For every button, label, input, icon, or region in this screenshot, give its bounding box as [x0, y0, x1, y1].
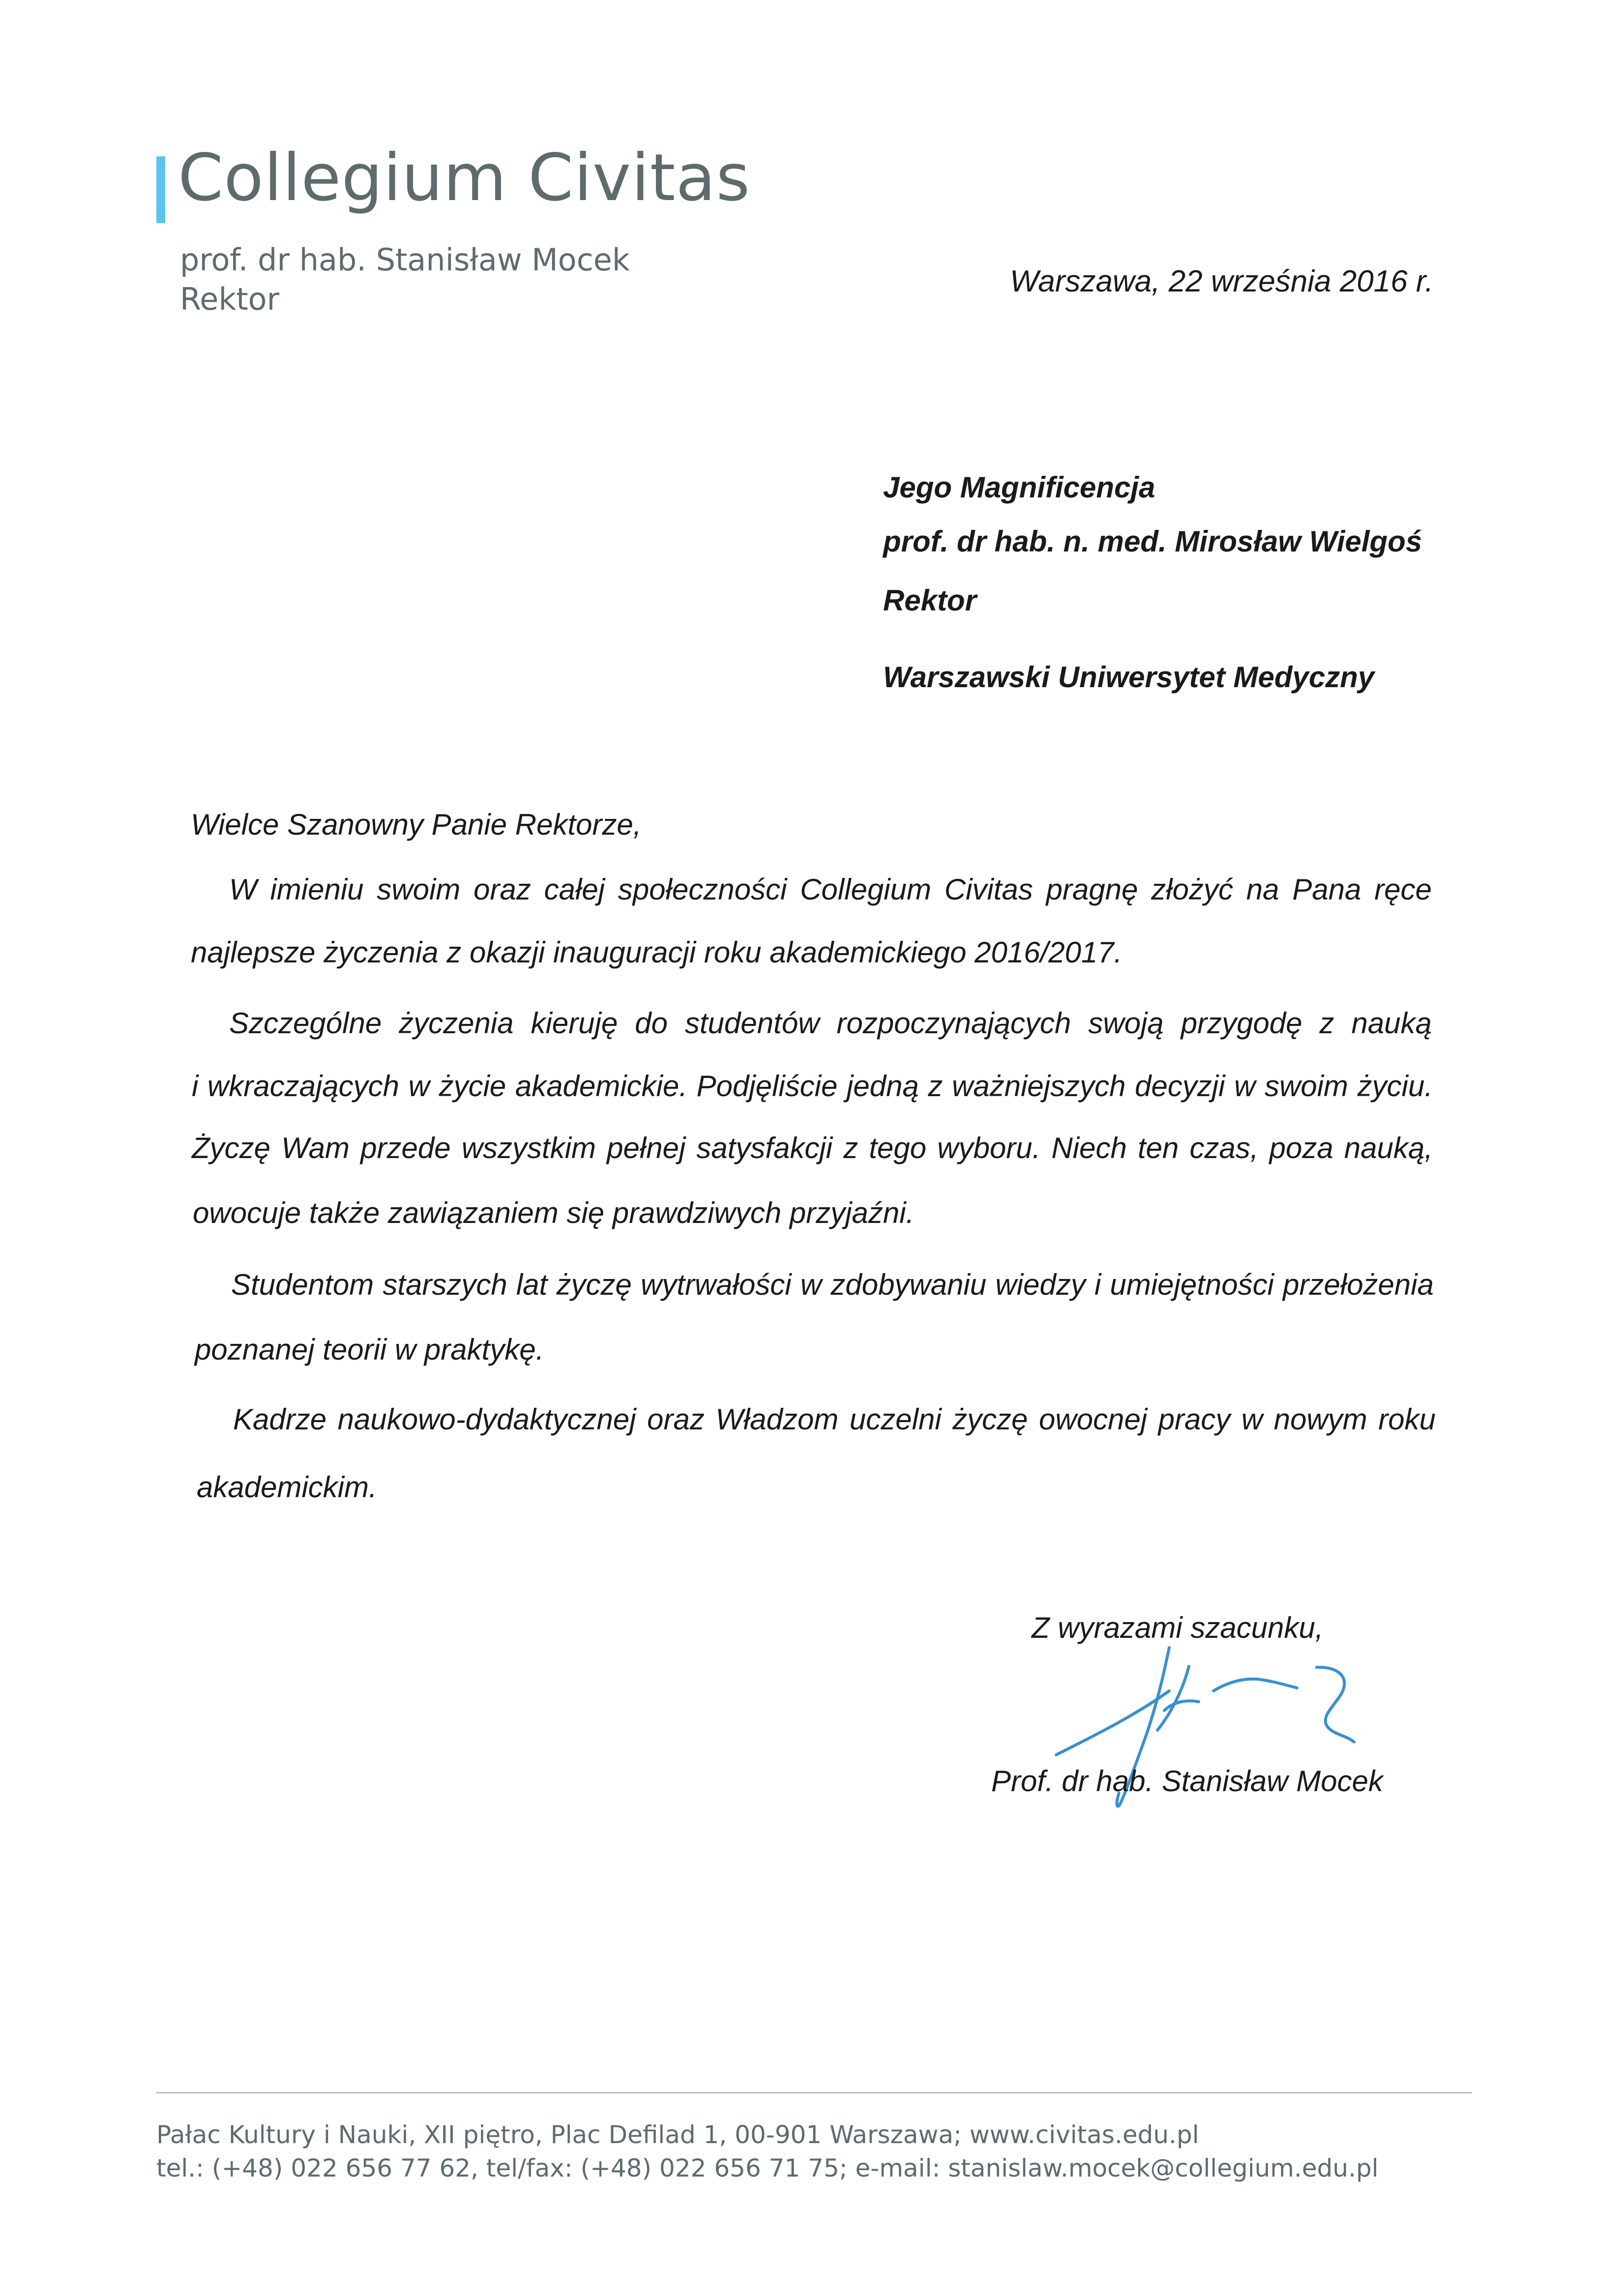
body-paragraph-3-line-1: Studentom starszych lat życzę wytrwałości w zdobywaniu wiedzy i umiejętności przełożenia — [231, 1268, 1434, 1301]
body-paragraph-2-line-2: i wkraczających w życie akademickie. Podjęliście jedną z ważniejszych decyzji w swoim życiu. — [192, 1070, 1433, 1103]
body-paragraph-2-line-1: Szczególne życzenia kieruję do studentów rozpoczynających swoją przygodę z nauką — [229, 1007, 1432, 1040]
body-paragraph-1-line-2: najlepsze życzenia z okazji inauguracji roku akademickiego 2016/2017. — [191, 936, 1122, 969]
recipient-name: prof. dr hab. n. med. Mirosław Wielgoś — [883, 525, 1422, 558]
body-paragraph-2-line-3: Życzę Wam przede wszystkim pełnej satysfakcji z tego wyboru. Niech ten czas, poza nauką, — [192, 1132, 1433, 1164]
closing-phrase: Z wyrazami szacunku, — [1032, 1611, 1324, 1644]
signer-name: Prof. dr hab. Stanisław Mocek — [991, 1765, 1384, 1798]
body-paragraph-4-line-2: akademickim. — [197, 1471, 377, 1504]
sender-title: Rektor — [180, 281, 280, 317]
logo-accent-bar — [156, 156, 165, 223]
body-paragraph-1-line-1: W imieniu swoim oraz całej społeczności Collegium Civitas pragnę złożyć na Pana ręce — [229, 873, 1432, 906]
institution-logo-text: Collegium Civitas — [178, 140, 751, 216]
recipient-honorific: Jego Magnificencja — [883, 471, 1155, 504]
footer-address: Pałac Kultury i Nauki, XII piętro, Plac Defilad 1, 00-901 Warszawa; www.civitas.edu.pl — [156, 2121, 1199, 2149]
body-paragraph-2-line-4: owocuje także zawiązaniem się prawdziwych przyjaźni. — [193, 1196, 915, 1229]
recipient-title: Rektor — [883, 584, 977, 617]
sender-name: prof. dr hab. Stanisław Mocek — [180, 242, 630, 278]
salutation: Wielce Szanowny Panie Rektorze, — [191, 808, 642, 841]
letter-date: Warszawa, 22 września 2016 r. — [1010, 264, 1434, 298]
footer-contact: tel.: (+48) 022 656 77 62, tel/fax: (+48) 022 656 71 75; e-mail: stanislaw.mocek@collegium.edu.pl — [156, 2154, 1379, 2182]
footer-divider — [156, 2092, 1472, 2093]
body-paragraph-3-line-2: poznanej teorii w praktykę. — [195, 1333, 544, 1366]
recipient-institution: Warszawski Uniwersytet Medyczny — [883, 661, 1375, 694]
body-paragraph-4-line-1: Kadrze naukowo-dydaktycznej oraz Władzom uczelni życzę owocnej pracy w nowym roku — [233, 1403, 1436, 1436]
